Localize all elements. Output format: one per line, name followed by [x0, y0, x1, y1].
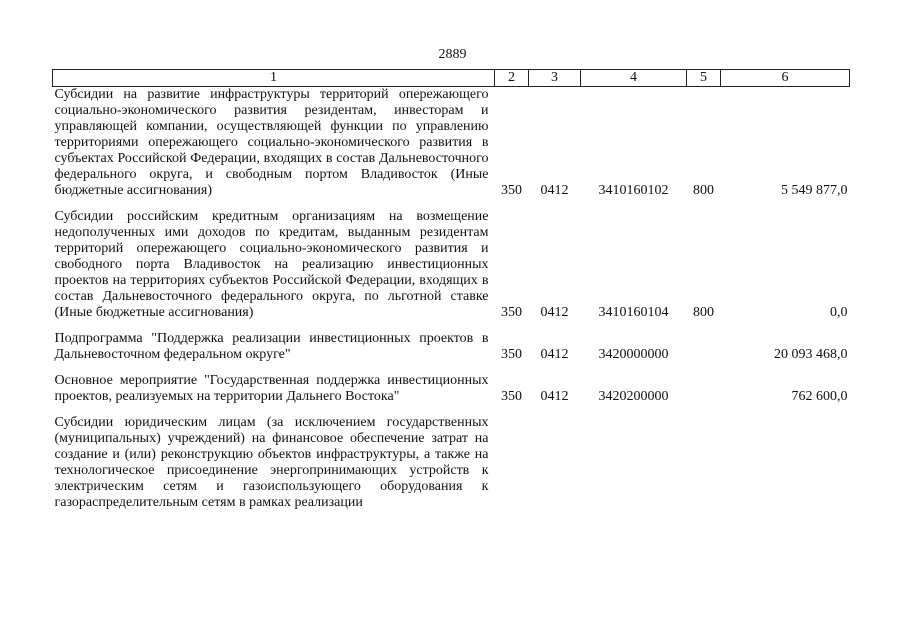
header-col-3: 3	[529, 70, 581, 87]
row-col-5: 800	[693, 305, 714, 320]
table-row	[53, 331, 850, 363]
row-col-3: 0412	[540, 305, 569, 320]
table-row	[53, 87, 850, 200]
row-description: Субсидии российским кредитным организациям на возмещение недополученных ими доходов по кредитам, выданным резидентам территорий опережающего социально-экономического развития и свободного порта Владивосток на реализацию инвестиционных проектов на территориях субъектов Российской Федерации, входящих в состав Дальневосточного федерального округа, по льготной ставке (Иные бюджетные ассигнования)	[54, 209, 489, 320]
page-number: 2889	[438, 47, 467, 62]
row-spacer	[53, 363, 850, 373]
row-col-3	[529, 415, 581, 511]
row-col-5: 800	[693, 183, 714, 198]
row-spacer	[53, 199, 850, 209]
row-description: Субсидии юридическим лицам (за исключением государственных (муниципальных) учреждений) на финансовое обеспечение затрат на создание и (или) реконструкцию объектов инфраструктуры, а также на технологическое присоединение энергопринимающих устройств к электрическим сетям и газоиспользующего оборудования к газораспределительным сетям в рамках реализации	[54, 415, 489, 510]
header-col-4: 4	[581, 70, 687, 87]
row-col-2: 350	[501, 183, 522, 198]
row-col-4	[581, 415, 687, 511]
row-col-4: 3410160102	[598, 183, 669, 198]
header-col-2: 2	[495, 70, 529, 87]
row-amount: 0,0	[830, 305, 848, 320]
row-col-2: 350	[501, 389, 522, 404]
budget-table	[52, 69, 850, 511]
row-col-3: 0412	[540, 389, 569, 404]
row-amount	[721, 415, 850, 511]
header-col-5: 5	[687, 70, 721, 87]
header-col-1: 1	[53, 70, 495, 87]
row-spacer	[53, 321, 850, 331]
row-col-3: 0412	[540, 183, 569, 198]
row-amount: 5 549 877,0	[781, 183, 848, 198]
table-row	[53, 209, 850, 321]
row-description: Основное мероприятие "Государственная поддержка инвестиционных проектов, реализуемых на территории Дальнего Востока"	[54, 373, 489, 404]
row-col-5	[687, 331, 721, 363]
row-amount: 762 600,0	[791, 389, 848, 404]
header-col-6: 6	[721, 70, 850, 87]
table-row	[53, 415, 850, 511]
row-col-2: 350	[501, 347, 522, 362]
row-col-2: 350	[501, 305, 522, 320]
row-description: Подпрограмма "Поддержка реализации инвестиционных проектов в Дальневосточном федеральном округе"	[54, 331, 489, 362]
row-col-5	[687, 415, 721, 511]
row-col-2	[495, 415, 529, 511]
row-col-3: 0412	[540, 347, 569, 362]
table-header-row	[53, 70, 850, 87]
row-col-4: 3420000000	[598, 347, 669, 362]
table-row	[53, 373, 850, 405]
row-col-5	[687, 373, 721, 405]
row-amount: 20 093 468,0	[774, 347, 848, 362]
row-col-4: 3420200000	[598, 389, 669, 404]
row-description: Субсидии на развитие инфраструктуры территорий опережающего социально-экономического развития резидентам, инвесторам и управляющей компании, осуществляющей функции по управлению территориями опережающего социально-экономического развития в субъектах Российской Федерации, входящих в состав Дальневосточного федерального округа, и свободным портом Владивосток (Иные бюджетные ассигнования)	[54, 87, 489, 198]
row-spacer	[53, 405, 850, 415]
row-col-4: 3410160104	[598, 305, 669, 320]
